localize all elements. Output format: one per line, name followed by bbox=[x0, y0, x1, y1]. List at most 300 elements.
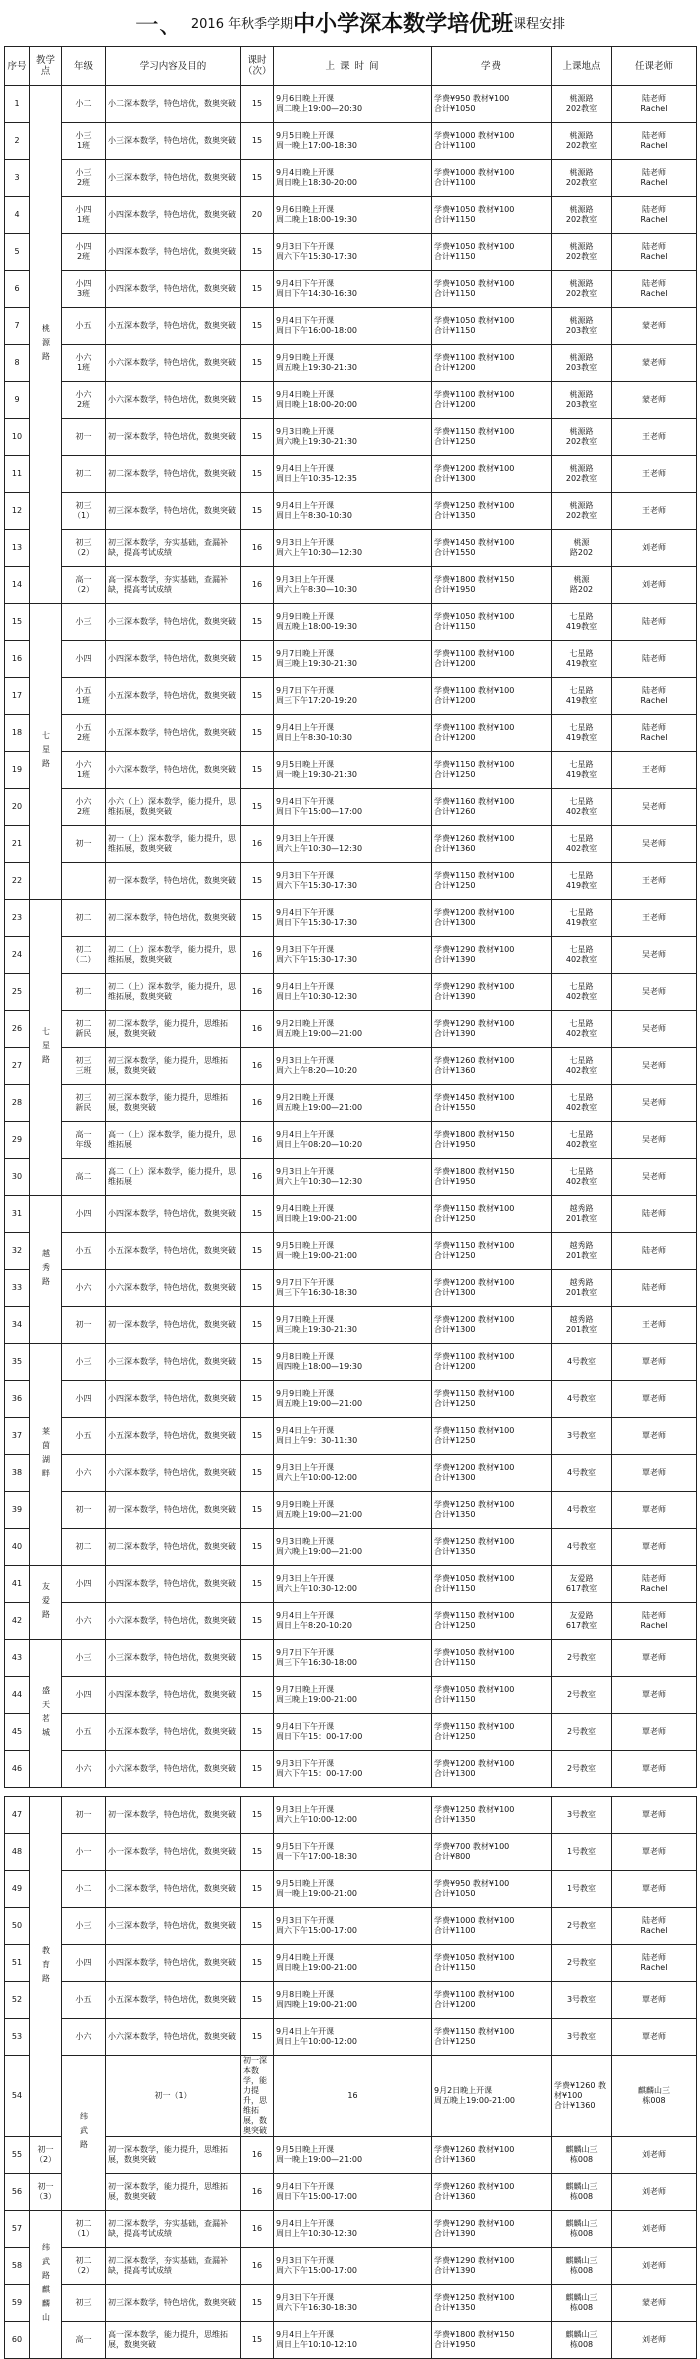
grade-cell: 初一 bbox=[62, 1307, 106, 1344]
section-gap bbox=[5, 1788, 697, 1797]
teaching-point: 盛天茗城 bbox=[30, 1640, 62, 1788]
fee-cell: 学费¥1150 教材¥100 合计¥1250 bbox=[432, 419, 552, 456]
fee-cell: 学费¥1200 教材¥100 合计¥1300 bbox=[432, 900, 552, 937]
teaching-point: 纬武路 bbox=[62, 2056, 106, 2211]
row-number: 44 bbox=[5, 1677, 30, 1714]
fee-cell: 学费¥1150 教材¥100 合计¥1250 bbox=[432, 1418, 552, 1455]
row-number: 36 bbox=[5, 1381, 30, 1418]
location-cell: 桃源路 202教室 bbox=[552, 123, 612, 160]
content-cell: 初二深本数学，夯实基础，查漏补缺，提高考试成绩 bbox=[106, 2248, 241, 2285]
fee-cell: 学费¥950 教材¥100 合计¥1050 bbox=[432, 86, 552, 123]
content-cell: 小四深本数学，特色培优，数奥突破 bbox=[106, 641, 241, 678]
location-cell: 七星路 419教室 bbox=[552, 604, 612, 641]
content-cell: 小六深本数学，特色培优，数奥突破 bbox=[106, 382, 241, 419]
table-row bbox=[5, 1196, 697, 1233]
grade-cell: 初一 bbox=[62, 1797, 106, 1834]
time-cell: 9月5日晚上开课 周一晚上19:00-21:00 bbox=[274, 1233, 432, 1270]
teacher-cell: 覃老师 bbox=[612, 1982, 697, 2019]
table-row bbox=[5, 2285, 697, 2322]
row-number: 47 bbox=[5, 1797, 30, 1834]
content-cell: 小四深本数学，特色培优，数奥突破 bbox=[106, 197, 241, 234]
hours-cell: 15 bbox=[241, 1640, 274, 1677]
hours-cell: 16 bbox=[241, 2174, 274, 2211]
table-row bbox=[5, 419, 697, 456]
content-cell: 小六深本数学，特色培优，数奥突破 bbox=[106, 1270, 241, 1307]
teacher-cell: 覃老师 bbox=[612, 1381, 697, 1418]
location-cell: 七星路 402教室 bbox=[552, 1085, 612, 1122]
content-cell: 初一深本数学，特色培优，数奥突破 bbox=[106, 419, 241, 456]
grade-cell: 小五 1班 bbox=[62, 678, 106, 715]
time-cell: 9月3日上午开课 周六上午10:00-12:00 bbox=[274, 1455, 432, 1492]
content-cell: 小五深本数学，特色培优，数奥突破 bbox=[106, 1418, 241, 1455]
content-cell: 高一（上）深本数学，能力提升，思维拓展 bbox=[106, 1122, 241, 1159]
time-cell: 9月4日下午开课 周日下午15:00-17:00 bbox=[274, 2174, 432, 2211]
title-main: 中小学深本数学培优班 bbox=[293, 11, 514, 37]
hours-cell: 15 bbox=[241, 1982, 274, 2019]
fee-cell: 学费¥1800 教材¥150 合计¥1950 bbox=[432, 2322, 552, 2359]
table-row bbox=[5, 715, 697, 752]
location-cell: 麒麟山三 栋008 bbox=[552, 2322, 612, 2359]
location-cell: 七星路 402教室 bbox=[552, 1011, 612, 1048]
row-number: 32 bbox=[5, 1233, 30, 1270]
table-row bbox=[5, 1529, 697, 1566]
content-cell: 小六深本数学，特色培优，数奥突破 bbox=[106, 345, 241, 382]
hours-cell: 15 bbox=[241, 1196, 274, 1233]
hours-cell: 15 bbox=[241, 863, 274, 900]
table-row bbox=[5, 1270, 697, 1307]
time-cell: 9月2日晚上开课 周五晚上19:00—21:00 bbox=[274, 1011, 432, 1048]
row-number: 11 bbox=[5, 456, 30, 493]
hours-cell: 16 bbox=[241, 1011, 274, 1048]
time-cell: 9月3日下午开课 周六下午15:00-17:00 bbox=[274, 2248, 432, 2285]
grade-cell: 小六 2班 bbox=[62, 382, 106, 419]
teacher-cell: 陆老师 bbox=[612, 1270, 697, 1307]
location-cell: 1号教室 bbox=[552, 1871, 612, 1908]
fee-cell: 学费¥1050 教材¥100 合计¥1150 bbox=[432, 197, 552, 234]
row-number: 21 bbox=[5, 826, 30, 863]
hours-cell: 16 bbox=[241, 937, 274, 974]
fee-cell: 学费¥1290 教材¥100 合计¥1390 bbox=[432, 937, 552, 974]
row-number: 24 bbox=[5, 937, 30, 974]
content-cell: 小六深本数学，特色培优，数奥突破 bbox=[106, 2019, 241, 2056]
content-cell: 初三深本数学，能力提升，思维拓展，数奥突破 bbox=[106, 1048, 241, 1085]
time-cell: 9月5日晚上开课 周一晚上19:00-21:00 bbox=[274, 1871, 432, 1908]
grade-cell: 小四 2班 bbox=[62, 234, 106, 271]
location-cell: 七星路 402教室 bbox=[552, 826, 612, 863]
row-number: 54 bbox=[5, 2056, 30, 2137]
content-cell: 小一深本数学，特色培优，数奥突破 bbox=[106, 1834, 241, 1871]
grade-cell: 初三 （2） bbox=[62, 530, 106, 567]
teacher-cell: 王老师 bbox=[612, 1307, 697, 1344]
time-cell: 9月4日上午开课 周日上午10:00-12:00 bbox=[274, 2019, 432, 2056]
fee-cell: 学费¥1290 教材¥100 合计¥1390 bbox=[432, 1011, 552, 1048]
time-cell: 9月5日晚上开课 周一晚上19:00—21:00 bbox=[274, 2137, 432, 2174]
hours-cell: 15 bbox=[241, 1418, 274, 1455]
grade-cell: 小六 bbox=[62, 1603, 106, 1640]
location-cell: 七星路 402教室 bbox=[552, 789, 612, 826]
content-cell: 小五深本数学，特色培优，数奥突破 bbox=[106, 1714, 241, 1751]
content-cell: 小五深本数学，特色培优，数奥突破 bbox=[106, 308, 241, 345]
row-number: 49 bbox=[5, 1871, 30, 1908]
content-cell: 小六深本数学，特色培优，数奥突破 bbox=[106, 1455, 241, 1492]
location-cell: 2号教室 bbox=[552, 1751, 612, 1788]
grade-cell: 初三 （1） bbox=[62, 493, 106, 530]
hours-cell: 15 bbox=[241, 123, 274, 160]
table-row bbox=[5, 1011, 697, 1048]
hours-cell: 16 bbox=[241, 567, 274, 604]
grade-cell: 小六 1班 bbox=[62, 752, 106, 789]
fee-cell: 学费¥1050 教材¥100 合计¥1150 bbox=[432, 1945, 552, 1982]
hours-cell: 15 bbox=[241, 1566, 274, 1603]
fee-cell: 学费¥1250 教材¥100 合计¥1350 bbox=[432, 493, 552, 530]
fee-cell: 学费¥1260 教材¥100 合计¥1360 bbox=[432, 2174, 552, 2211]
row-number: 48 bbox=[5, 1834, 30, 1871]
fee-cell: 学费¥1200 教材¥100 合计¥1300 bbox=[432, 1270, 552, 1307]
fee-cell: 学费¥1260 教材¥100 合计¥1360 bbox=[552, 2056, 612, 2137]
hours-cell: 16 bbox=[241, 826, 274, 863]
row-number: 26 bbox=[5, 1011, 30, 1048]
grade-cell: 初二 bbox=[62, 1529, 106, 1566]
fee-cell: 学费¥1200 教材¥100 合计¥1300 bbox=[432, 1455, 552, 1492]
row-number: 17 bbox=[5, 678, 30, 715]
time-cell: 9月4日下午开课 周日下午15:00—17:00 bbox=[274, 789, 432, 826]
hours-cell: 15 bbox=[241, 2322, 274, 2359]
teaching-point: 教育路 bbox=[30, 1797, 62, 2137]
location-cell: 桃源路 202教室 bbox=[552, 456, 612, 493]
fee-cell: 学费¥1250 教材¥100 合计¥1350 bbox=[432, 1492, 552, 1529]
content-cell: 小四深本数学，特色培优，数奥突破 bbox=[106, 1945, 241, 1982]
fee-cell: 学费¥1150 教材¥100 合计¥1250 bbox=[432, 1603, 552, 1640]
teacher-cell: 覃老师 bbox=[612, 1492, 697, 1529]
row-number: 31 bbox=[5, 1196, 30, 1233]
time-cell: 9月9日晚上开课 周五晚上18:00-19:30 bbox=[274, 604, 432, 641]
row-number: 37 bbox=[5, 1418, 30, 1455]
hours-cell: 15 bbox=[241, 1751, 274, 1788]
title-suffix: 课程安排 bbox=[513, 16, 566, 32]
section-gap-cell bbox=[5, 1788, 697, 1797]
teaching-point: 七星路 bbox=[30, 604, 62, 900]
hours-cell: 15 bbox=[241, 1233, 274, 1270]
teacher-cell: 刘老师 bbox=[612, 2248, 697, 2285]
teacher-cell: 陆老师 Rachel bbox=[612, 86, 697, 123]
teacher-cell: 刘老师 bbox=[612, 2211, 697, 2248]
location-cell: 桃源路 202教室 bbox=[552, 234, 612, 271]
row-number: 23 bbox=[5, 900, 30, 937]
teacher-cell: 覃老师 bbox=[612, 1344, 697, 1381]
teacher-cell: 陆老师 Rachel bbox=[612, 1603, 697, 1640]
hours-cell: 15 bbox=[241, 1797, 274, 1834]
fee-cell: 学费¥1100 教材¥100 合计¥1200 bbox=[432, 1344, 552, 1381]
grade-cell: 小五 bbox=[62, 1982, 106, 2019]
teacher-cell: 吴老师 bbox=[612, 1011, 697, 1048]
time-cell: 9月4日上午开课 周日上午10:35-12:35 bbox=[274, 456, 432, 493]
row-number: 6 bbox=[5, 271, 30, 308]
hours-cell: 15 bbox=[241, 678, 274, 715]
content-cell: 初三深本数学，夯实基础，查漏补缺，提高考试成绩 bbox=[106, 530, 241, 567]
teacher-cell: 刘老师 bbox=[612, 530, 697, 567]
teacher-cell: 覃老师 bbox=[612, 1529, 697, 1566]
content-cell: 初三深本数学，特色培优，数奥突破 bbox=[106, 2285, 241, 2322]
time-cell: 9月7日晚上开课 周三晚上19:30-21:30 bbox=[274, 1307, 432, 1344]
time-cell: 9月3日下午开课 周六下午15:30-17:30 bbox=[274, 863, 432, 900]
content-cell: 小四深本数学，特色培优，数奥突破 bbox=[106, 1566, 241, 1603]
time-cell: 9月3日上午开课 周六上午10:30-12:00 bbox=[274, 1566, 432, 1603]
fee-cell: 学费¥1150 教材¥100 合计¥1250 bbox=[432, 1714, 552, 1751]
fee-cell: 学费¥1290 教材¥100 合计¥1390 bbox=[432, 2248, 552, 2285]
fee-cell: 学费¥1150 教材¥100 合计¥1250 bbox=[432, 1381, 552, 1418]
location-cell: 4号教室 bbox=[552, 1455, 612, 1492]
row-number: 20 bbox=[5, 789, 30, 826]
grade-cell: 小四 bbox=[62, 641, 106, 678]
teaching-point: 越秀路 bbox=[30, 1196, 62, 1344]
content-cell: 小三深本数学，特色培优，数奥突破 bbox=[106, 123, 241, 160]
row-number: 45 bbox=[5, 1714, 30, 1751]
row-number: 5 bbox=[5, 234, 30, 271]
time-cell: 9月4日晚上开课 周日晚上18:30-20:00 bbox=[274, 160, 432, 197]
content-cell: 初二（上）深本数学，能力提升，思维拓展，数奥突破 bbox=[106, 937, 241, 974]
time-cell: 9月8日晚上开课 周四晚上18:00—19:30 bbox=[274, 1344, 432, 1381]
time-cell: 9月3日上午开课 周六上午10:30—12:30 bbox=[274, 1159, 432, 1196]
time-cell: 9月3日上午开课 周六上午10:30—12:30 bbox=[274, 826, 432, 863]
teacher-cell: 陆老师 bbox=[612, 604, 697, 641]
table-row bbox=[5, 604, 697, 641]
table-row bbox=[5, 382, 697, 419]
row-number: 34 bbox=[5, 1307, 30, 1344]
table-row bbox=[5, 1418, 697, 1455]
time-cell: 9月3日晚上开课 周六晚上19:00—21:00 bbox=[274, 1529, 432, 1566]
table-row bbox=[5, 345, 697, 382]
table-row bbox=[5, 456, 697, 493]
content-cell: 高一深本数学，夯实基础，查漏补缺，提高考试成绩 bbox=[106, 567, 241, 604]
location-cell: 越秀路 201教室 bbox=[552, 1270, 612, 1307]
fee-cell: 学费¥1250 教材¥100 合计¥1350 bbox=[432, 1797, 552, 1834]
table-row bbox=[5, 1834, 697, 1871]
row-number: 50 bbox=[5, 1908, 30, 1945]
table-row bbox=[5, 1797, 697, 1834]
fee-cell: 学费¥1000 教材¥100 合计¥1100 bbox=[432, 1908, 552, 1945]
location-cell: 1号教室 bbox=[552, 1834, 612, 1871]
teacher-cell: 陆老师 bbox=[612, 641, 697, 678]
time-cell: 9月4日上午开课 周日上午9：30-11:30 bbox=[274, 1418, 432, 1455]
time-cell: 9月9日晚上开课 周五晚上19:00—21:00 bbox=[274, 1381, 432, 1418]
grade-cell: 小四 bbox=[62, 1945, 106, 1982]
time-cell: 9月3日下午开课 周六下午15:00-17:00 bbox=[274, 1908, 432, 1945]
teacher-cell: 刘老师 bbox=[612, 2137, 697, 2174]
hours-cell: 16 bbox=[241, 1085, 274, 1122]
hours-cell: 15 bbox=[241, 641, 274, 678]
teacher-cell: 覃老师 bbox=[612, 1677, 697, 1714]
teacher-cell: 王老师 bbox=[612, 493, 697, 530]
location-cell: 麒麟山三 栋008 bbox=[552, 2137, 612, 2174]
location-cell: 越秀路 201教室 bbox=[552, 1233, 612, 1270]
table-row bbox=[5, 826, 697, 863]
teacher-cell: 王老师 bbox=[612, 752, 697, 789]
fee-cell: 学费¥1800 教材¥150 合计¥1950 bbox=[432, 567, 552, 604]
page-title bbox=[0, 0, 700, 44]
fee-cell: 学费¥1050 教材¥100 合计¥1150 bbox=[432, 308, 552, 345]
fee-cell: 学费¥1260 教材¥100 合计¥1360 bbox=[432, 2137, 552, 2174]
col-header-point: 教学点 bbox=[30, 47, 62, 86]
teacher-cell: 陆老师 Rachel bbox=[612, 271, 697, 308]
table-row bbox=[5, 1908, 697, 1945]
hours-cell: 16 bbox=[241, 1159, 274, 1196]
grade-cell: 小三 2班 bbox=[62, 160, 106, 197]
table-row bbox=[5, 641, 697, 678]
hours-cell: 15 bbox=[241, 1677, 274, 1714]
grade-cell: 小五 bbox=[62, 1233, 106, 1270]
table-row bbox=[5, 1640, 697, 1677]
fee-cell: 学费¥1150 教材¥100 合计¥1250 bbox=[432, 752, 552, 789]
time-cell: 9月4日上午开课 周日上午10:10-12:10 bbox=[274, 2322, 432, 2359]
teacher-cell: 陆老师 Rachel bbox=[612, 715, 697, 752]
row-number: 51 bbox=[5, 1945, 30, 1982]
grade-cell: 小五 bbox=[62, 1418, 106, 1455]
row-number: 53 bbox=[5, 2019, 30, 2056]
row-number: 38 bbox=[5, 1455, 30, 1492]
col-header-no: 序号 bbox=[5, 47, 30, 86]
row-number: 15 bbox=[5, 604, 30, 641]
grade-cell: 小三 1班 bbox=[62, 123, 106, 160]
location-cell: 3号教室 bbox=[552, 1418, 612, 1455]
teaching-point: 桃源路 bbox=[30, 86, 62, 604]
table-row bbox=[5, 1871, 697, 1908]
table-row bbox=[5, 789, 697, 826]
schedule-body bbox=[5, 86, 697, 2359]
table-row bbox=[5, 2019, 697, 2056]
hours-cell: 15 bbox=[241, 1834, 274, 1871]
hours-cell: 15 bbox=[241, 382, 274, 419]
grade-cell: 初一 bbox=[62, 1492, 106, 1529]
col-header-hours: 课时（次） bbox=[241, 47, 274, 86]
location-cell: 2号教室 bbox=[552, 1714, 612, 1751]
time-cell: 9月4日下午开课 周日下午16:00-18:00 bbox=[274, 308, 432, 345]
fee-cell: 学费¥1050 教材¥100 合计¥1150 bbox=[432, 1566, 552, 1603]
content-cell: 小六深本数学，特色培优，数奥突破 bbox=[106, 1603, 241, 1640]
grade-cell: 小四 bbox=[62, 1381, 106, 1418]
teacher-cell: 王老师 bbox=[612, 456, 697, 493]
grade-cell: 初二 （1） bbox=[62, 2211, 106, 2248]
fee-cell: 学费¥1050 教材¥100 合计¥1150 bbox=[432, 1640, 552, 1677]
grade-cell: 小六 bbox=[62, 1751, 106, 1788]
teacher-cell: 陆老师 Rachel bbox=[612, 678, 697, 715]
hours-cell: 15 bbox=[241, 419, 274, 456]
fee-cell: 学费¥1100 教材¥100 合计¥1200 bbox=[432, 1982, 552, 2019]
hours-cell: 15 bbox=[241, 1344, 274, 1381]
grade-cell: 小五 bbox=[62, 1714, 106, 1751]
time-cell: 9月3日下午开课 周六下午15:30-17:30 bbox=[274, 234, 432, 271]
content-cell: 初三深本数学，能力提升，思维拓展，数奥突破 bbox=[106, 1085, 241, 1122]
grade-cell: 小四 3班 bbox=[62, 271, 106, 308]
fee-cell: 学费¥1800 教材¥150 合计¥1950 bbox=[432, 1122, 552, 1159]
content-cell: 初二（上）深本数学，能力提升，思维拓展，数奥突破 bbox=[106, 974, 241, 1011]
content-cell: 初二深本数学，能力提升，思维拓展，数奥突破 bbox=[106, 1011, 241, 1048]
grade-cell: 小三 bbox=[62, 1640, 106, 1677]
fee-cell: 学费¥1260 教材¥100 合计¥1360 bbox=[432, 826, 552, 863]
table-row bbox=[5, 937, 697, 974]
col-header-time: 上 课 时 间 bbox=[274, 47, 432, 86]
hours-cell: 15 bbox=[241, 345, 274, 382]
row-number: 33 bbox=[5, 1270, 30, 1307]
grade-cell: 初一（1） bbox=[106, 2056, 241, 2137]
location-cell: 越秀路 201教室 bbox=[552, 1196, 612, 1233]
table-row bbox=[5, 1566, 697, 1603]
grade-cell: 小三 bbox=[62, 604, 106, 641]
row-number: 58 bbox=[5, 2248, 30, 2285]
fee-cell: 学费¥1260 教材¥100 合计¥1360 bbox=[432, 1048, 552, 1085]
grade-cell: 小三 bbox=[62, 1344, 106, 1381]
content-cell: 初一（上）深本数学，能力提升，思维拓展，数奥突破 bbox=[106, 826, 241, 863]
location-cell: 友爱路 617教室 bbox=[552, 1566, 612, 1603]
teacher-cell: 覃老师 bbox=[612, 1834, 697, 1871]
location-cell: 越秀路 201教室 bbox=[552, 1307, 612, 1344]
location-cell: 七星路 419教室 bbox=[552, 641, 612, 678]
location-cell: 麒麟山三 栋008 bbox=[552, 2248, 612, 2285]
row-number: 19 bbox=[5, 752, 30, 789]
row-number: 28 bbox=[5, 1085, 30, 1122]
grade-cell: 初二 bbox=[62, 456, 106, 493]
hours-cell: 16 bbox=[274, 2056, 432, 2137]
hours-cell: 15 bbox=[241, 1908, 274, 1945]
teacher-cell: 陆老师 Rachel bbox=[612, 197, 697, 234]
fee-cell: 学费¥1450 教材¥100 合计¥1550 bbox=[432, 1085, 552, 1122]
content-cell: 初二深本数学，夯实基础，查漏补缺，提高考试成绩 bbox=[106, 2211, 241, 2248]
teacher-cell: 陆老师 Rachel bbox=[612, 1566, 697, 1603]
grade-cell: 小六 1班 bbox=[62, 345, 106, 382]
fee-cell: 学费¥1290 教材¥100 合计¥1390 bbox=[432, 2211, 552, 2248]
content-cell: 初一深本数学，特色培优，数奥突破 bbox=[106, 1492, 241, 1529]
time-cell: 9月7日晚上开课 周三晚上19:30-21:30 bbox=[274, 641, 432, 678]
fee-cell: 学费¥700 教材¥100 合计¥800 bbox=[432, 1834, 552, 1871]
content-cell: 初一深本数学，能力提升，思维拓展，数奥突破 bbox=[106, 2174, 241, 2211]
schedule-table bbox=[4, 46, 697, 2359]
time-cell: 9月3日上午开课 周六上午8:20—10:20 bbox=[274, 1048, 432, 1085]
time-cell: 9月3日下午开课 周六下午15:30-17:30 bbox=[274, 937, 432, 974]
teacher-cell: 吴老师 bbox=[612, 1048, 697, 1085]
table-row bbox=[5, 1677, 697, 1714]
time-cell: 9月7日下午开课 周三下午16:30-18:00 bbox=[274, 1640, 432, 1677]
grade-cell: 小六 bbox=[62, 1455, 106, 1492]
row-number: 22 bbox=[5, 863, 30, 900]
content-cell: 初二深本数学，特色培优，数奥突破 bbox=[106, 456, 241, 493]
grade-cell: 初一 bbox=[62, 826, 106, 863]
location-cell: 4号教室 bbox=[552, 1492, 612, 1529]
fee-cell: 学费¥1100 教材¥100 合计¥1200 bbox=[432, 641, 552, 678]
hours-cell: 15 bbox=[241, 86, 274, 123]
fee-cell: 学费¥1250 教材¥100 合计¥1350 bbox=[432, 2285, 552, 2322]
grade-cell: 小四 bbox=[62, 1196, 106, 1233]
row-number: 4 bbox=[5, 197, 30, 234]
table-row bbox=[5, 2137, 697, 2174]
hours-cell: 16 bbox=[241, 1122, 274, 1159]
location-cell: 2号教室 bbox=[552, 1945, 612, 1982]
hours-cell: 15 bbox=[241, 308, 274, 345]
content-cell: 初三深本数学，特色培优，数奥突破 bbox=[106, 493, 241, 530]
row-number: 40 bbox=[5, 1529, 30, 1566]
teacher-cell: 吴老师 bbox=[612, 826, 697, 863]
hours-cell: 15 bbox=[241, 2019, 274, 2056]
location-cell: 2号教室 bbox=[552, 1640, 612, 1677]
grade-cell: 小六 2班 bbox=[62, 789, 106, 826]
row-number: 13 bbox=[5, 530, 30, 567]
table-row bbox=[5, 530, 697, 567]
grade-cell: 初一 bbox=[62, 419, 106, 456]
hours-cell: 15 bbox=[241, 493, 274, 530]
row-number: 27 bbox=[5, 1048, 30, 1085]
location-cell: 桃源路 202教室 bbox=[552, 160, 612, 197]
teacher-cell: 刘老师 bbox=[612, 2322, 697, 2359]
table-row bbox=[5, 1307, 697, 1344]
row-number: 3 bbox=[5, 160, 30, 197]
